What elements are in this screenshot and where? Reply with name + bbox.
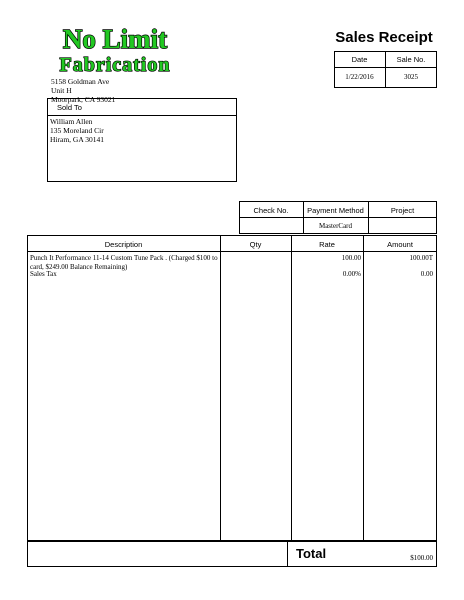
- total-value: $100.00: [410, 554, 433, 562]
- amount-header: Amount: [387, 240, 413, 249]
- table-row-description: Punch It Performance 11-14 Custom Tune Pack . (Charged $100 to card, $249.00 Balance Remaining): [30, 254, 218, 271]
- sold-to-line: Hiram, GA 30141: [50, 135, 104, 144]
- items-table: [27, 235, 437, 541]
- sold-to-line: William Allen: [50, 117, 93, 126]
- company-logo: [44, 25, 186, 75]
- table-row-amount: 0.00: [420, 270, 433, 278]
- sold-to-address: [50, 117, 104, 144]
- company-address-line: 5158 Goldman Ave: [51, 77, 110, 86]
- table-row-rate: 100.00: [341, 254, 361, 262]
- check-no-header: Check No.: [253, 206, 289, 215]
- date-header: Date: [351, 55, 368, 64]
- logo-line-2: Fabrication: [59, 54, 171, 75]
- sale-no-header: Sale No.: [396, 55, 426, 64]
- payment-method-header: Payment Method: [307, 206, 364, 215]
- description-header: Description: [104, 240, 143, 249]
- date-value: 1/22/2016: [345, 73, 374, 81]
- payment-method-value: MasterCard: [318, 222, 353, 230]
- table-row-description: Sales Tax: [30, 270, 57, 278]
- sale-no-value: 3025: [404, 73, 418, 81]
- company-address-line: Moorpark, CA 93021: [51, 95, 116, 104]
- sold-to-line: 135 Moreland Cir: [50, 126, 104, 135]
- total-label: Total: [296, 546, 327, 561]
- table-row-amount: 100.00T: [409, 254, 433, 262]
- qty-header: Qty: [249, 240, 262, 249]
- company-address-line: Unit H: [51, 86, 72, 95]
- document-title: Sales Receipt: [335, 29, 433, 46]
- project-header: Project: [390, 206, 415, 215]
- table-row-rate: 0.00%: [342, 270, 361, 278]
- logo-line-1: No Limit: [62, 25, 168, 54]
- sold-to-header: Sold To: [57, 103, 82, 112]
- rate-header: Rate: [319, 240, 335, 249]
